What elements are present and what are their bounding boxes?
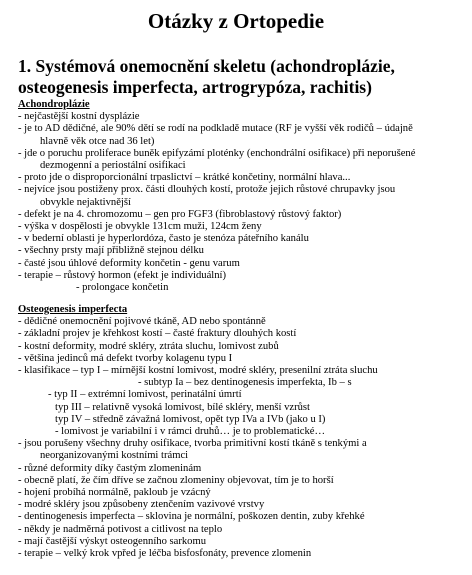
section-heading: Achondroplázie bbox=[18, 99, 90, 110]
text-line: - proto jde o disproporcionální trpaslictví – krátké končetiny, normální hlava... bbox=[18, 172, 351, 184]
text-line: - časté jsou úhlové deformity končetin - genu varum bbox=[18, 257, 240, 269]
text-line: - většina jedinců má defekt tvorby kolagenu typu I bbox=[18, 352, 233, 364]
text-line: - výška v dospělosti je obvykle 131cm muži, 124cm ženy bbox=[18, 221, 262, 232]
question-heading-line: 1. Systémová onemocnění skeletu (achondroplázie, bbox=[18, 56, 395, 76]
text-line: - modré skléry jsou způsobeny ztenčením vazivové vrstvy bbox=[18, 499, 265, 511]
text-line: - terapie – růstový hormon (efekt je individuální) bbox=[18, 269, 226, 281]
text-line: - nejvíce jsou postiženy prox. části dlouhých kostí, protože jejich růstové chrupavky jsou bbox=[18, 184, 396, 196]
text-line: - klasifikace – typ I – mírnější kostní lomivost, modré skléry, presenilní ztráta sluchu bbox=[18, 365, 378, 376]
text-line: - někdy je nadměrná potivost a citlivost na teplo bbox=[18, 523, 223, 535]
text-line: - všechny prsty mají přibližně stejnou délku bbox=[18, 245, 204, 257]
text-line: - mají častější výskyt osteogenního sarkomu bbox=[18, 535, 207, 547]
text-line: - v bederní oblasti je hyperlordóza, často je stenóza páteřního kanálu bbox=[18, 233, 309, 245]
page-title: Otázky z Ortopedie bbox=[147, 9, 325, 33]
text-line: - jde o poruchu proliferace buněk epifyzámí ploténky (enchondrální osifikace) při neporušené bbox=[18, 147, 416, 159]
text-line: typ IV – středně závažná lomivost, opět typ IVa a IVb (jako u I) bbox=[55, 413, 326, 425]
text-line: - subtyp Ia – bez dentinogenesis imperfekta, Ib – s bbox=[138, 377, 352, 389]
question-heading-line: osteogenesis imperfecta, artrogrypóza, rachitis) bbox=[18, 77, 372, 97]
text-line: hlavně věk otce nad 36 let) bbox=[40, 135, 155, 147]
text-line: - různé deformity díky častým zlomeninám bbox=[18, 462, 202, 474]
text-line: - typ II – extrémní lomivost, perinatální úmrtí bbox=[48, 389, 242, 401]
text-line: - je to AD dědičné, ale 90% dětí se rodí na podkladě mutace (RF je vyšší věk rodičů – údajně bbox=[18, 123, 413, 135]
text-line: - základní projev je křehkost kostí – časté fraktury dlouhých kostí bbox=[18, 328, 297, 340]
text-line: - dědičné onemocnění pojivové tkáně, AD nebo spontánně bbox=[18, 316, 266, 328]
question-heading bbox=[18, 56, 468, 98]
text-line: typ III – relativně vysoká lomivost, bílé skléry, menší vzrůst bbox=[55, 401, 310, 413]
text-line: - jsou porušeny všechny druhy osifikace, tvorba primitivní kostí tkáně s tenkými a bbox=[18, 438, 367, 450]
text-line: - kostní deformity, modré skléry, ztráta sluchu, lomivost zubů bbox=[18, 340, 279, 352]
text-line: - nejčastější kostní dysplázie bbox=[18, 111, 140, 123]
text-line: obvykle nejaktivnější bbox=[40, 196, 131, 208]
text-line: dezmogenní a periostální osifikaci bbox=[40, 160, 186, 171]
text-line: - obecně platí, že čím dříve se začnou zlomeniny objevovat, tím je to horší bbox=[18, 474, 334, 486]
text-line: - hojení probíhá normálně, pakloub je vzácný bbox=[18, 487, 211, 498]
text-line: - prolongace končetin bbox=[76, 282, 169, 293]
text-line: - defekt je na 4. chromozomu – gen pro FGF3 (fibroblastový růstový faktor) bbox=[18, 208, 342, 220]
text-line: neorganizovanými kostními trámci bbox=[40, 450, 189, 462]
text-line: - dentinogenesis imperfecta – sklovina je normální, poškozen dentin, zuby křehké bbox=[18, 511, 365, 523]
section-heading: Osteogenesis imperfecta bbox=[18, 304, 128, 315]
text-line: - lomivost je variabilní i v rámci druhů… je to problematické… bbox=[55, 426, 326, 437]
text-line: - terapie – velký krok vpřed je léčba bisfosfonáty, prevence zlomenin bbox=[18, 548, 312, 559]
